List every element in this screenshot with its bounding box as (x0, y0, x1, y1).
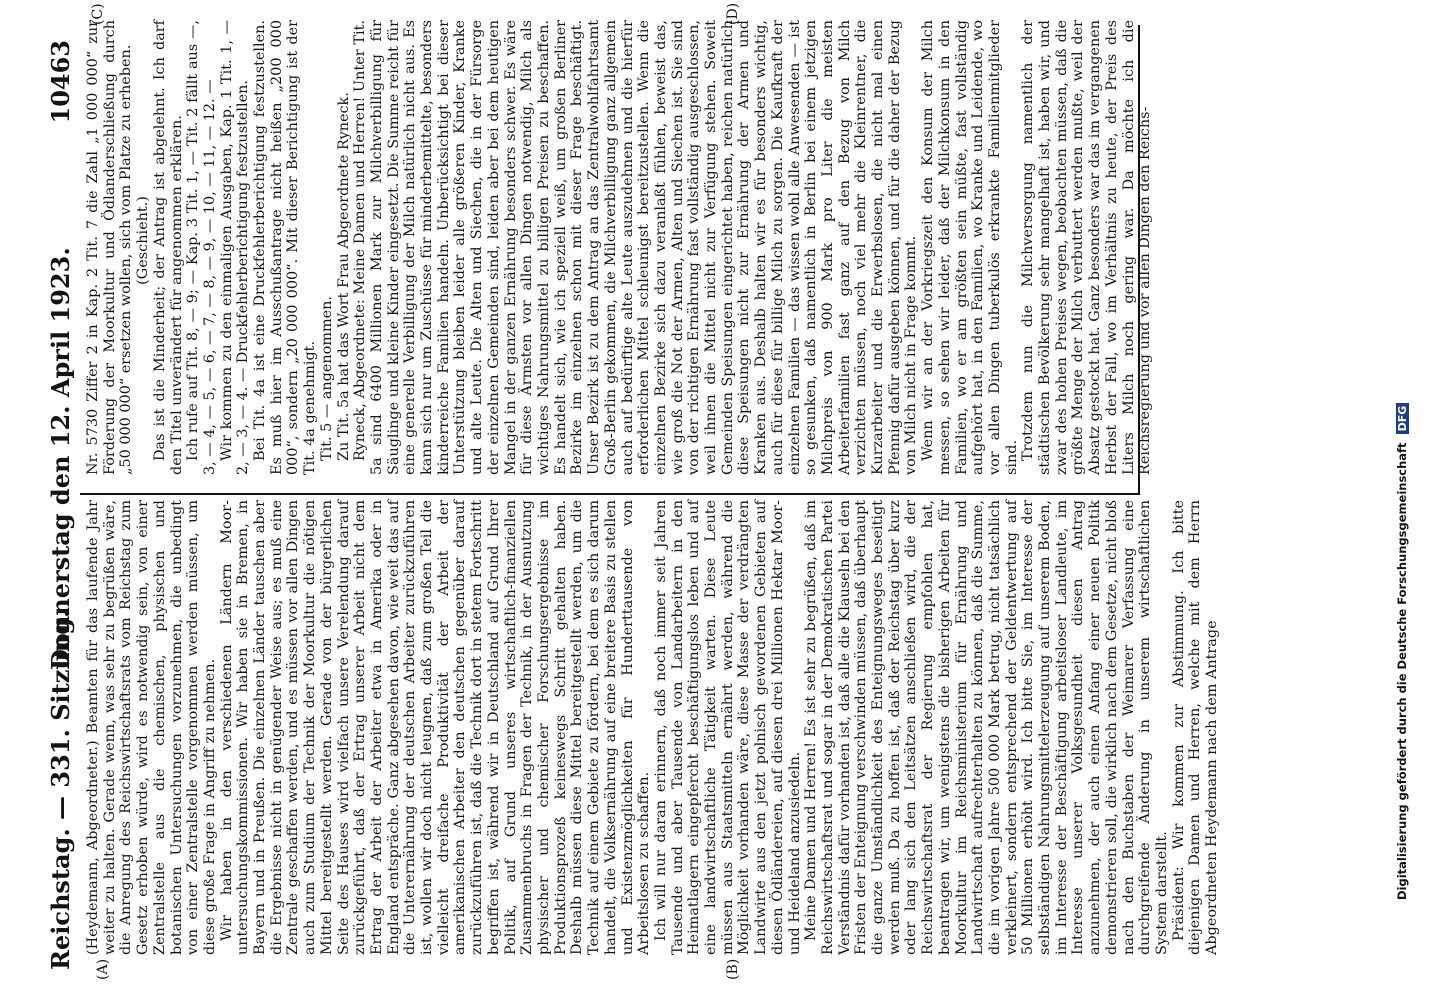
paragraph: (Geschieht.) (135, 196, 152, 285)
header-date: Donnerstag den 12. April 1923. (46, 247, 75, 670)
margin-mark-c: (C) (90, 3, 106, 25)
paragraph: Bei Tit. 4a ist eine Druckfehlerberichtigung festzustellen. Es muß hier im Ausschußantrage nicht heißen „200 000 000“, sondern „20 000 000“. Mit dieser Berichtigung ist der Tit. 4a genehmigt. (252, 20, 319, 475)
paragraph: Ich will nur daran erinnern, daß noch immer seit Jahren Tausende und aber Tausende von Landarbeitern in den Heimatlagern eingepfercht beschäftigungslos leben und auf eine landwirtschaftliche Tätigkeit warten. Diese Leute müssen aus Staatsmitteln ernährt werden, während die Möglichkeit vorhanden wäre, diese Masse der verdrängten Landwirte aus den jetzt polnisch gewordenen Gebieten auf diesen Ödländereien, auf diesen drei Millionen Hektar Moor- und Heideland anzusiedeln. (652, 500, 803, 955)
margin-mark-a: (A) (95, 958, 111, 980)
paragraph: Wenn wir an der Vorkriegszeit den Konsum der Milch messen, so sehen wir leider, daß der Milchkonsum in den Familien, wo er am größten sein müßte, fast vollständig aufgehört hat, in den Familien, wo Kranke und Leidende, wo vor allen Dingen tuberkulös erkrankte Familienmitglieder sind. (920, 20, 1020, 475)
paragraph: Nr. 5730 Ziffer 2 in Kap. 2 Tit. 7 die Zahl „1 000 000“ zur Förderung der Moorkultur und Ödlanderschließung durch „50 000 000“ ersetzen wollen, sich vom Platze zu erheben. (85, 20, 135, 475)
margin-mark-d: (D) (725, 2, 741, 25)
page-number: 10463 (46, 40, 75, 124)
paragraph: (Heydemann, Abgeordneter.) Beamten für das laufende Jahr weiter zu halten. Gerade wenn, was sehr zu begrüßen wäre, die Anregung des Reichswirtschaftsrats vom Reichstag zum Gesetz erhoben würde, wird es notwendig sein, von einer Zentralstelle aus die chemischen, physischen und botanischen Untersuchungen vorzunehmen, die unbedingt von einer Zentralstelle vorgenommen werden müssen, um diese große Frage in Angriff zu nehmen. (85, 500, 218, 955)
paragraph: Trotzdem nun die Milchversorgung namentlich der städtischen Bevölkerung sehr mangelhaft ist, haben wir, und zwar des hohen Preises wegen, beobachten müssen, daß die größte Menge der Milch verbuttert werden mußte, weil der Absatz gestockt hat. Ganz besonders war das im vergangenen Herbst der Fall, wo im Verhältnis zu heute, der Preis des Liters Milch noch gering war. Da möchte ich die Reichsregierung und vor allen Dingen den Reichs- (1020, 20, 1154, 475)
header-session-title: Reichstag. — 331. Sitzung. (46, 609, 75, 970)
paragraph: Ryneck, Abgeordnete: Meine Damen und Herren! Unter Tit. 5a sind 6400 Millionen Mark zur Milchverbilligung für Säuglinge und kleine Kinder eingesetzt. Die Summe reicht für eine generelle Verbilligung der Milch natürlich nicht aus. Es kann sich nur um Zuschüsse für minderbemittelte, besonders kinderreiche Familien handeln. Unberücksichtigt bei dieser Unterstützung bleiben leider alle größeren Kinder, Kranke und alte Leute. Die Alten und Siechen, die in der Fürsorge der einzelnen Gemeinden sind, leiden aber bei dem heutigen Mangel in der ganzen Ernährung besonders schwer. Es wäre für diese Ärmsten vor allen Dingen notwendig, Milch als wichtiges Nahrungsmittel zu billigen Preisen zu beschaffen. Es handelt sich, wie ich speziell weiß, um großen Berliner Bezirke im einzelnen schon mit dieser Frage beschäftigt. Unser Bezirk ist zu dem Antrag an das Zentralwohlfahrtsamt Groß-Berlin gekommen, die Milchverbilligung ganz allgemein auch auf bedürftige alte Leute auszudehnen und die hierfür erforderlichen Mittel schleunigst bereitzustellen. Wenn die einzelnen Bezirke sich dazu veranlaßt fühlen, beweist das, wie groß die Not der Armen, Alten und Siechen ist. Sie sind von der richtigen Ernährung fast vollständig ausgeschlossen, weil ihnen die Mittel nicht zur Verfügung stehen. Soweit Gemeinden Speisungen eingerichtet haben, reichen natürlich diese Speisungen nicht zur Ernährung der Armen und Kranken aus. Deshalb halten wir es für besonders wichtig, auch für diese für billige Milch zu sorgen. Die Kaufkraft der einzelnen Familien — das wissen wohl alle Anwesenden — ist so gesunken, daß namentlich in Berlin bei einem jetzigen Milchpreis von 900 Mark pro Liter die meisten Arbeiterfamilien fast ganz auf den Bezug von Milch verzichten müssen, noch viel mehr die Kleinrentner, die Kurzarbeiter und die Erwerbslosen, die nicht mal einen Pfennig dafür ausgeben können, und für die daher der Bezug von Milch nicht in Frage kommt. (352, 20, 920, 475)
paragraph: Zu Tit. 5a hat das Wort Frau Abgeordnete Ryneck. (335, 92, 352, 461)
dfg-logo-badge: DFG (1396, 403, 1409, 435)
page-header (40, 40, 80, 970)
paragraph: Ich rufe auf Tit. 8, — 9; — Kap. 3 Tit. 1, — Tit. 2 fällt aus —, 3, — 4, — 5, — 6, — 7, — 8, — 9, — 10, — 11, — 12. — (185, 20, 218, 475)
paragraph: Tit. 5 — angenommen. (318, 296, 335, 461)
credit-text: Digitalisierung gefördert durch die Deutsche Forschungsgemeinschaft (1395, 442, 1409, 900)
paragraph: Wir haben in den verschiedenen Ländern Moor-untersuchungskommissionen. Wir haben sie in Bremen, in Bayern und in Preußen. Die einzelnen Länder tauschen aber die Ergebnisse nicht in genügender Weise aus; es muß eine Zentrale geschaffen werden, und es müssen vor allen Dingen auch zum Studium der Technik der Moorkultur die nötigen Mittel bereitgestellt werden. Gerade von der bürgerlichen Seite des Hauses wird vielfach unsere Verelendung darauf zurückgeführt, daß der Ertrag unserer Arbeit nicht dem Ertrag der Arbeit der Arbeiter etwa in Amerika oder in England entspräche. Ganz abgesehen davon, wie weit das auf die Unterernährung der deutschen Arbeiter zurückzuführen ist, wollen wir doch nicht leugnen, daß zum großen Teil die vielleicht dreifache Produktivität der Arbeit der amerikanischen Arbeiter den deutschen gegenüber darauf zurückzuführen ist, daß die Technik dort in stetem Fortschritt begriffen ist, während wir in Deutschland auf Grund Ihrer Politik, auf Grund unseres wirtschaftlich-finanziellen Zusammenbruchs in Fragen der Technik, in der Ausnutzung physischer und chemischer Forschungsergebnisse im Produktionsprozeß keineswegs Schritt gehalten haben. Deshalb müssen diese Mittel bereitgestellt werden, um die Technik auf einem Gebiete zu fördern, bei dem es sich darum handelt, die Volksernährung auf eine breitere Basis zu stellen und Existenzmöglichkeiten für Hunderttausende von Arbeitslosen zu schaffen. (218, 500, 653, 955)
right-column (85, 20, 1154, 475)
margin-mark-b: (B) (725, 958, 741, 980)
paragraph: Präsident: Wir kommen zur Abstimmung. Ich bitte diejenigen Damen und Herren, welche mit dem Herrn Abgeordneten Heydemann nach dem Antrage (1170, 500, 1221, 955)
digitization-credit (1395, 20, 1409, 900)
column-divider (80, 493, 1140, 495)
paragraph: Meine Damen und Herren! Es ist sehr zu begrüßen, daß im Reichswirtschaftsrat und sogar in der Demokratischen Partei Verständnis dafür vorhanden ist, daß alle die Klauseln bei den Fristen der Enteignung verschwinden müssen, daß überhaupt die ganze Umständlichkeit des Enteignungsweges beseitigt werden muß. Da zu hoffen ist, daß der Reichstag über kurz oder lang sich den Leitsätzen anschließen wird, die der Reichswirtschaftsrat der Regierung empfohlen hat, beantragen wir, um wenigstens die bisherigen Arbeiten für Moorkultur im Reichsministerium für Ernährung und Landwirtschaft aufrechterhalten zu können, daß die Summe, die im vorigen Jahre 500 000 Mark betrug, nicht tatsächlich verkleinert, sondern entsprechend der Geldentwertung auf 50 Millionen erhöht wird. Ich bitte Sie, im Interesse der selbständigen Nahrungsmittelerzeugung auf unserem Boden, im Interesse der Beschäftigung arbeitsloser Landleute, im Interesse unserer Volksgesundheit diesen Antrag anzunehmen, der auch einen Anfang einer neuen Politik demonstrieren soll, die wirklich nach dem Gesetze, nicht bloß nach den Buchstaben der Weimarer Verfassung eine durchgreifende Änderung in unserem wirtschaftlichen System darstellt. (803, 500, 1170, 955)
paragraph: Das ist die Minderheit; der Antrag ist abgelehnt. Ich darf den Titel unverändert für angenommen erklären. (151, 20, 185, 475)
left-column (85, 500, 1221, 955)
paragraph: Wir kommen zu den einmaligen Ausgaben, Kap. 1 Tit. 1, — 2, — 3, — 4. — Druckfehlerberichtigung festzustellen. (218, 20, 252, 475)
